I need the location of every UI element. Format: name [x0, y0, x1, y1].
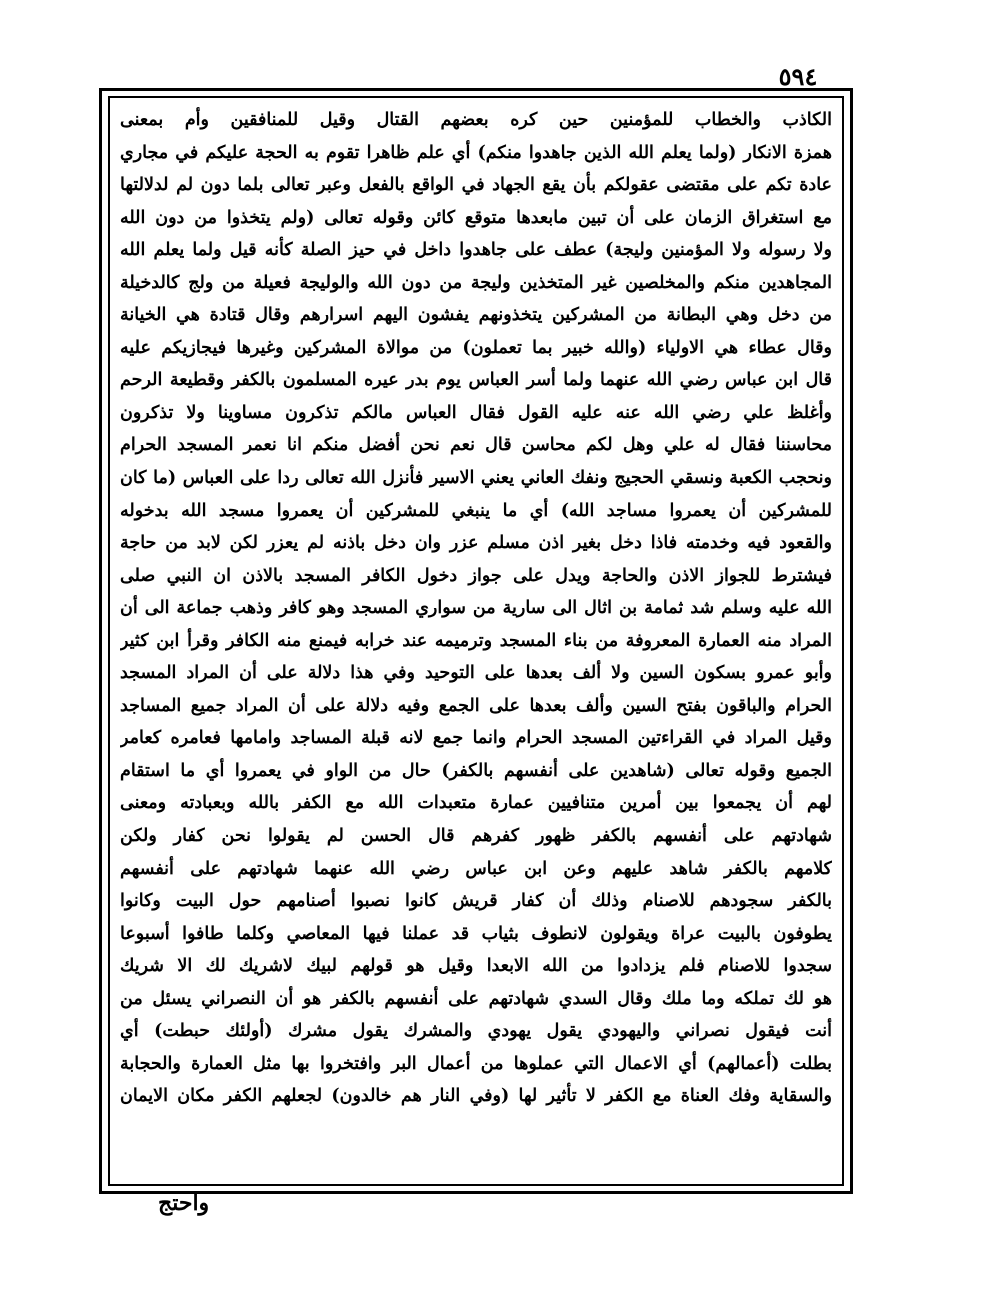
text-line: وأبو عمرو بسكون السين ولا ألف بعدها على التوحيد وفي هذا دلالة على أن المراد المسجد [120, 663, 832, 684]
text-line: عادة تكم على مقتضى عقولكم بأن يقع الجهاد في الواقع بالفعل وعبر تعالى بلما دون لم لدلالتها [120, 175, 832, 196]
catchword: واحتج [158, 1190, 210, 1216]
text-line: ولا رسوله ولا المؤمنين وليجة) عطف على جاهدوا داخل في حيز الصلة كأنه قيل ولما يعلم الله [120, 240, 832, 261]
text-line: وقال عطاء هي الاولياء (والله خبير بما تعملون) من موالاة المشركين وغيرها فيجازيكم عليه [120, 337, 832, 358]
text-line: ونحجب الكعبة ونسقي الحجيج ونفك العاني يعني الاسير فأنزل الله تعالى ردا على العباس (ما كان [120, 468, 832, 489]
text-line: المراد منه العمارة المعروفة من بناء المسجد وترميمه عند خرابه فيمنع منه الكافر وقرأ ابن كثير [120, 630, 832, 651]
text-line: وأغلظ علي رضي الله عنه عليه القول فقال العباس مالكم تذكرون مساوينا ولا تذكرون [120, 402, 832, 423]
text-line: والسقاية وفك العناة مع الكفر لا تأثير لها (وفي النار هم خالدون) لجعلهم الكفر مكان الايمان [120, 1086, 832, 1107]
text-line: الله عليه وسلم شد ثمامة بن اثال الى سارية من سواري المسجد وهو كافر وذهب جماعة الى أن [120, 598, 832, 619]
text-line: شهادتهم على أنفسهم بالكفر ظهور كفرهم قال الحسن لم يقولوا نحن كفار ولكن [120, 826, 832, 847]
text-line: همزة الانكار (ولما يعلم الله الذين جاهدوا منكم) أي علم ظاهرا تقوم به الحجة عليكم في مجاري [120, 142, 832, 163]
text-line: بالكفر سجودهم للاصنام وذلك أن كفار قريش كانوا نصبوا أصنامهم حول البيت وكانوا [120, 891, 832, 912]
page-number: ٥٩٤ [778, 62, 818, 91]
text-line: وقيل المراد في القراءتين المسجد الحرام وانما جمع لانه قبلة المساجد وامامها فعامره كعامر [120, 728, 832, 749]
text-line: هو لك تملكه وما ملك وقال السدي شهادتهم على أنفسهم بالكفر هو أن النصراني يسئل من [120, 988, 832, 1009]
text-line: المجاهدين منكم والمخلصين غير المتخذين وليجة من دون الله والوليجة فعيلة من ولج كالدخيلة [120, 272, 832, 293]
text-line: من دخل وهي البطانة من المشركين يتخذونهم يفشون اليهم اسرارهم وقال قتادة هي الخيانة [120, 305, 832, 326]
text-block [120, 104, 832, 1178]
text-line: الجميع وقوله تعالى (شاهدين على أنفسهم بالكفر) حال من الواو في يعمروا أي ما استقام [120, 760, 832, 781]
text-line: قال ابن عباس رضي الله عنهما ولما أسر العباس يوم بدر عيره المسلمون بالكفر وقطيعة الرحم [120, 370, 832, 391]
text-line: كلامهم بالكفر شاهد عليهم وعن ابن عباس رضي الله عنهما شهادتهم على أنفسهم [120, 858, 832, 879]
text-line: يطوفون بالبيت عراة ويقولون لانطوف بثياب قد عملنا فيها المعاصي وكلما طافوا أسبوعا [120, 923, 832, 944]
text-line: الحرام والباقون بفتح السين وألف بعدها على الجمع وفيه دلالة على أن المراد جميع المساجد [120, 695, 832, 716]
text-line: الكاذب والخطاب للمؤمنين حين كره بعضهم القتال وقيل للمنافقين وأم بمعنى [120, 110, 832, 130]
text-line: محاسننا فقال له علي وهل لكم محاسن قال نعم نحن أفضل منكم انا نعمر المسجد الحرام [120, 435, 832, 456]
text-line: أنت فيقول نصراني واليهودي يقول يهودي والمشرك يقول مشرك (أولئك حبطت) أي [120, 1021, 832, 1042]
text-line: والقعود فيه وخدمته فاذا دخل بغير اذن مسلم عزر وان دخل باذنه لم يعزر لكن لابد من حاجة [120, 533, 832, 554]
text-line: سجدوا للاصنام فلم يزدادوا من الله الابعدا وقيل هو قولهم لبيك لاشريك لك الا شريك [120, 956, 832, 977]
text-line: بطلت (أعمالهم) أي الاعمال التي عملوها من أعمال البر وافتخروا بها مثل العمارة والحجابة [120, 1053, 832, 1074]
text-line: مع استغراق الزمان على أن تبين مابعدها متوقع كائن وقوله تعالى (ولم يتخذوا من دون الله [120, 207, 832, 228]
text-line: فيشترط للجواز الاذن والحاجة ويدل على جواز دخول الكافر المسجد بالاذن ان النبي صلى [120, 565, 832, 586]
text-line: للمشركين أن يعمروا مساجد الله) أي ما ينبغي للمشركين أن يعمروا مسجد الله بدخوله [120, 500, 832, 521]
text-line: لهم أن يجمعوا بين أمرين متنافيين عمارة متعبدات الله مع الكفر بالله وبعبادته ومعنى [120, 793, 832, 814]
